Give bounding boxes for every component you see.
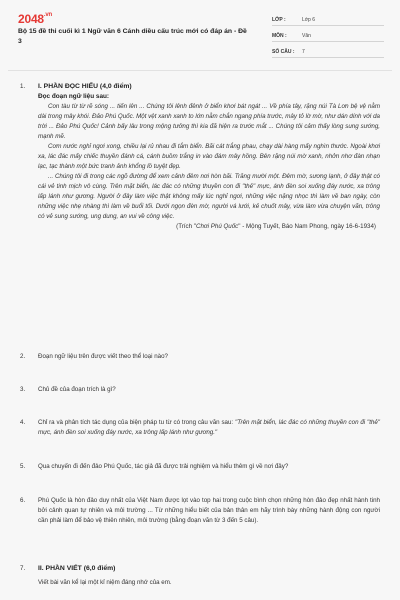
logo-sub: .vn <box>43 12 52 18</box>
question-6 <box>20 496 380 526</box>
question-number: 7. <box>20 565 26 572</box>
document-title: Bộ 15 đề thi cuối kì 1 Ngữ văn 6 Cánh diều cấu trúc mới có đáp án - Đề 3 <box>18 28 247 45</box>
meta-key: LỚP : <box>272 17 286 23</box>
meta-row-subject <box>272 26 384 42</box>
question-text: Phú Quốc là hòn đảo duy nhất của Việt Nam được lọt vào top hai trong cuộc bình chọn những hòn đảo đẹp nhất hành tinh bởi cảnh quan tự nhiên và môi trường ... Từ những hiểu biết của bản thân em hãy trình bày những hành động con người cần phải làm để bảo vệ thiên nhiên, môi trường (bằng đoạn văn từ 3 đến 5 câu). <box>38 497 380 524</box>
question-7 <box>20 564 380 588</box>
question-number: 5. <box>20 463 26 470</box>
question-3 <box>20 385 380 395</box>
question-number: 2. <box>20 353 26 360</box>
passage-paragraph-3: ... Chúng tôi đi trong các ngõ đường để xem cảnh đêm nơi hòn bãi. Trăng mười một. Đêm mờ, sương lạnh, ở đây thật có cái vẻ tinh mịch vô cùng. Trên mặt biển, lác đác có những thuyền con đi "thẻ" mực, ánh đèn soi xuống đáy nước, xa trông lấp lánh như gương. Người ở đây làm việc thật không mấy lúc nghỉ ngơi, những việc nặng nhọc thì làm về ban ngày, còn những việc nhẹ nhàng thì làm về buổi tối. Dưới ngọn đèn mờ, người vá lưới, kẻ chuốt mây, vừa làm vừa chuyện vãn, trông có vẻ sung sướng, ung dung, an vui về công việc. <box>38 173 380 220</box>
question-number: 1. <box>20 83 26 90</box>
question-text: Qua chuyến đi đến đảo Phú Quốc, tác giả đã được trải nghiệm và hiểu thêm gì về nơi đây? <box>38 463 289 470</box>
meta-key: SỐ CÂU : <box>272 49 295 55</box>
meta-row-class <box>272 10 384 26</box>
passage-source <box>38 222 380 232</box>
meta-info <box>272 10 384 58</box>
question-text-lead: Chỉ ra và phân tích tác dụng của biện pháp tu từ có trong câu văn sau: <box>38 419 235 426</box>
question-text <box>38 418 380 438</box>
meta-row-count <box>272 42 384 58</box>
meta-value: Lớp 6 <box>302 17 316 23</box>
site-logo[interactable] <box>18 12 52 26</box>
section-title-reading: I. PHẦN ĐỌC HIỂU (4,0 điểm) <box>38 83 132 90</box>
passage-paragraph-1: Con tàu từ từ rẽ sóng ... tiến lên ... Chúng tôi lênh đênh ở biển khơi bát ngát ... Về phía tây, rặng núi Tà Lơn bệ vệ nằm dài trong mây khói. Đảo Phú Quốc. Một vệt xanh xanh to lớn nằm chắn ngang phía trước, mây tỏ lờ mờ, như dán dính với da trời ... Đảo Phú Quốc! Cảnh bấy lâu trong mộng tưởng thì kia đã hiện ra trước mắt ... Chúng tôi cảm thấy lòng sung sướng, mạnh mẽ. <box>38 103 380 140</box>
question-quote: "Trên mặt biển, lác đác có những thuyền con đi "thẻ" mực, ánh đèn soi xuống đáy nước, xa trông lấp lánh như gương." <box>38 419 380 436</box>
question-body <box>38 564 380 588</box>
source-title: Chơi Phú Quốc <box>196 223 239 230</box>
question-body <box>38 82 380 232</box>
question-number: 6. <box>20 497 26 504</box>
logo-main: 2048 <box>18 12 44 26</box>
question-4 <box>20 418 380 438</box>
question-number: 4. <box>20 419 26 426</box>
source-suffix: " - Mộng Tuyết, Báo Nam Phong, ngày 16-6-1934) <box>238 223 376 230</box>
question-text: Chủ đề của đoạn trích là gì? <box>38 386 116 393</box>
header-divider <box>8 70 392 71</box>
question-text: Đoạn ngữ liệu trên được viết theo thể loại nào? <box>38 353 168 360</box>
meta-key: MÔN : <box>272 33 287 39</box>
question-2 <box>20 352 380 362</box>
question-5 <box>20 462 380 472</box>
reading-instruction: Đọc đoạn ngữ liệu sau: <box>38 93 110 100</box>
passage-paragraph-2: Cơm nước nghỉ ngơi xong, chiều lại rủ nhau đi tắm biển. Bãi cát trắng phau, chạy dài hàng mấy nghìn thước. Ngoài khơi xa, lác đác mấy chiếc thuyền đánh cá, cánh buồm trắng in vào đám mây hồng. Bên rặng núi mờ xanh, nhởn nhơ đàn nhạn lạc, tạc thành một bức tranh ảnh khổng lồ tuyệt đẹp. <box>38 143 380 170</box>
question-number: 3. <box>20 386 26 393</box>
source-prefix: (Trích " <box>176 223 197 230</box>
question-1 <box>20 82 380 232</box>
page-header <box>18 10 384 64</box>
section-title-writing: II. PHẦN VIẾT (6,0 điểm) <box>38 565 116 572</box>
question-text: Viết bài văn kể lại một kỉ niệm đáng nhớ của em. <box>38 579 172 586</box>
meta-value: Văn <box>302 33 311 39</box>
meta-value: 7 <box>302 49 305 55</box>
